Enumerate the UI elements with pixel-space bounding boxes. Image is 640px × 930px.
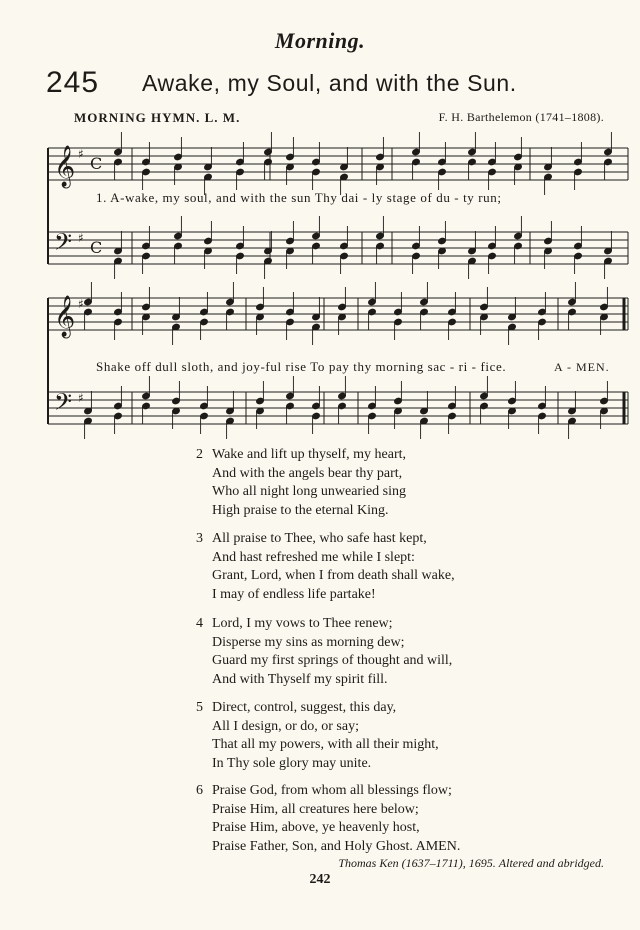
verse-number: 4	[196, 616, 203, 631]
hymn-title: Awake, my Soul, and with the Sun.	[142, 70, 517, 96]
verse-line: High praise to the eternal King.	[212, 502, 389, 518]
verse-line: Praise Him, all creatures here below;	[212, 801, 419, 817]
treble-clef-icon: 𝄞	[54, 146, 76, 187]
verse-2	[196, 446, 406, 520]
verse-line: That all my powers, with all their might,	[212, 737, 439, 753]
verse-line: In Thy sole glory may unite.	[212, 755, 372, 771]
sharp-icon: ♯	[78, 297, 84, 311]
amen-lyric: A - MEN.	[554, 360, 610, 374]
verse-line: Direct, control, suggest, this day,	[212, 700, 397, 715]
verse-6	[196, 782, 460, 856]
attribution	[338, 856, 604, 871]
lyric-line-2: Shake off dull sloth, and joy-ful rise To pay thy morning sac - ri - fice.	[96, 359, 507, 374]
verse-line: And hast refreshed me while I slept:	[212, 549, 415, 565]
verse-line: Lord, I my vows to Thee renew;	[212, 616, 393, 631]
verse-number: 6	[196, 783, 203, 798]
verse-line: All praise to Thee, who safe hast kept,	[212, 531, 427, 546]
common-time-icon: C	[90, 238, 103, 257]
verse-line: Disperse my sins as morning dew;	[212, 634, 405, 650]
author-credit: Thomas Ken (1637–1711), 1695.	[338, 856, 496, 870]
verse-4	[196, 615, 452, 689]
common-time-icon: C	[90, 154, 103, 173]
verse-line: Wake and lift up thyself, my heart,	[212, 447, 407, 462]
verse-line: And with Thyself my spirit fill.	[212, 671, 388, 687]
sharp-icon: ♯	[78, 147, 84, 161]
verse-number: 2	[196, 447, 203, 462]
tune-name: MORNING HYMN. L. M.	[74, 110, 241, 125]
sharp-icon: ♯	[78, 231, 84, 245]
verse-line: Guard my first springs of thought and will,	[212, 653, 453, 669]
lyric-line-1: 1. A-wake, my soul, and with the sun Thy dai - ly stage of du - ty run;	[96, 190, 502, 205]
verse-line: And with the angels bear thy part,	[212, 465, 403, 481]
verse-line: Praise Father, Son, and Holy Ghost. AMEN.	[212, 838, 461, 854]
treble-clef-icon: 𝄞	[54, 296, 76, 337]
verse-line: I may of endless life partake!	[212, 586, 376, 602]
page-number: 242	[309, 872, 331, 887]
verse-5	[196, 699, 439, 773]
hymn-number: 245	[46, 66, 100, 99]
attribution-note: Altered and abridged.	[498, 856, 604, 870]
verse-line: Praise God, from whom all blessings flow;	[212, 783, 452, 798]
verse-line: Grant, Lord, when I from death shall wake,	[212, 568, 455, 584]
verse-3	[196, 530, 455, 604]
verse-line: Praise Him, above, ye heavenly host,	[212, 820, 420, 836]
sharp-icon: ♯	[78, 391, 84, 405]
verse-line: All I design, or do, or say;	[212, 718, 359, 734]
verse-number: 5	[196, 700, 203, 715]
composer-credit: F. H. Barthelemon (1741–1808).	[438, 110, 604, 124]
bass-clef-icon: 𝄢	[54, 228, 73, 261]
verse-number: 3	[196, 531, 203, 546]
verse-line: Who all night long unwearied sing	[212, 484, 407, 500]
bass-clef-icon: 𝄢	[54, 388, 73, 421]
section-title: Morning.	[274, 28, 366, 53]
